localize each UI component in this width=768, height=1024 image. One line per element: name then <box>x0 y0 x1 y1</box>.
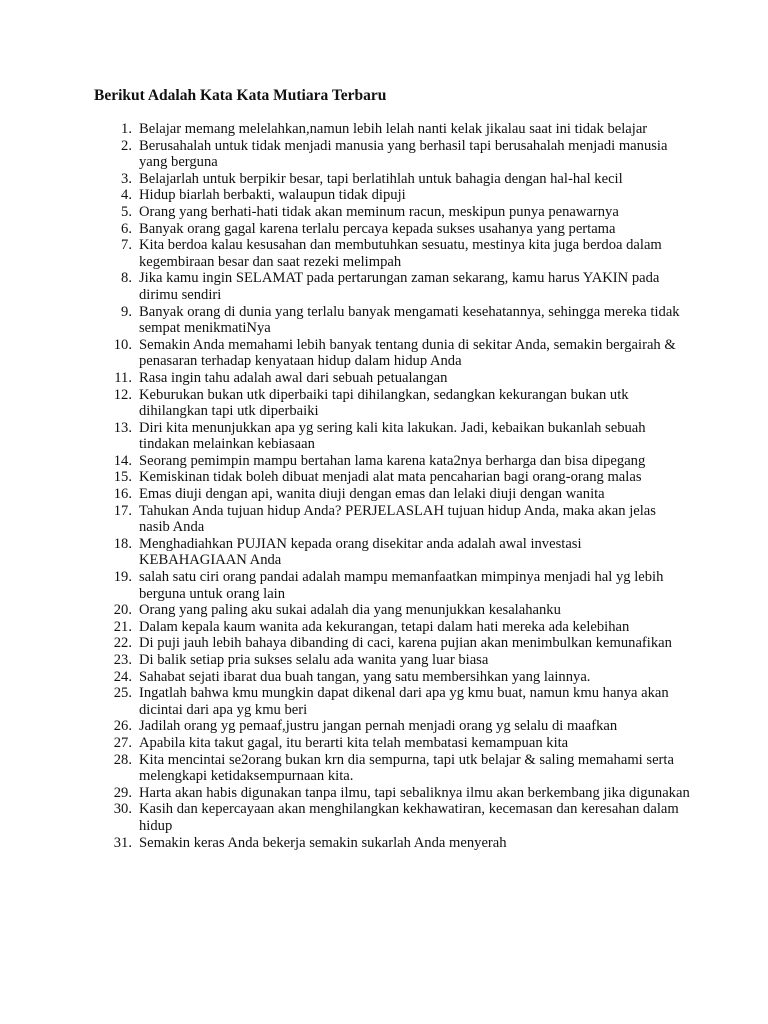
quote-item <box>0 453 690 470</box>
quote-item <box>0 121 690 138</box>
quote-item <box>0 387 690 420</box>
quote-number: 29. <box>113 784 132 801</box>
quote-text: Kita berdoa kalau kesusahan dan membutuhkan sesuatu, mestinya kita juga berdoa dalam kegembiraan besar dan saat rezeki melimpah <box>139 237 662 270</box>
quote-item <box>0 469 690 486</box>
quote-number: 22. <box>113 635 132 652</box>
quote-text: Jadilah orang yg pemaaf,justru jangan pernah menjadi orang yg selalu di maafkan <box>139 718 618 735</box>
quote-number: 2. <box>121 137 132 154</box>
quote-text: Sahabat sejati ibarat dua buah tangan, yang satu membersihkan yang lainnya. <box>139 668 591 685</box>
quote-text: Harta akan habis digunakan tanpa ilmu, tapi sebaliknya ilmu akan berkembang jika digunakan <box>139 784 690 801</box>
quote-text: Rasa ingin tahu adalah awal dari sebuah petualangan <box>139 369 448 386</box>
quote-text: Kasih dan kepercayaan akan menghilangkan kekhawatiran, kecemasan dan keresahan dalam hidup <box>139 801 679 834</box>
quote-item <box>0 685 690 718</box>
quote-text: Banyak orang gagal karena terlalu percaya kepada sukses usahanya yang pertama <box>139 220 616 237</box>
quote-item <box>0 602 690 619</box>
quote-item <box>0 752 690 785</box>
quote-item <box>0 503 690 536</box>
quote-text: Kemiskinan tidak boleh dibuat menjadi alat mata pencaharian bagi orang-orang malas <box>139 469 642 486</box>
quote-number: 6. <box>121 220 132 237</box>
quote-text: salah satu ciri orang pandai adalah mampu memanfaatkan mimpinya menjadi hal yg lebih berguna untuk orang lain <box>139 569 664 602</box>
quote-number: 31. <box>113 834 132 851</box>
quote-number: 16. <box>113 486 132 503</box>
quote-number: 18. <box>113 535 132 552</box>
quote-number: 26. <box>113 718 132 735</box>
quote-number: 21. <box>113 618 132 635</box>
quote-item <box>0 337 690 370</box>
quote-text: Orang yang berhati-hati tidak akan meminum racun, meskipun punya penawarnya <box>139 203 619 220</box>
quote-number: 5. <box>121 203 132 220</box>
quote-number: 1. <box>121 121 132 137</box>
quote-item <box>0 718 690 735</box>
quote-number: 20. <box>113 602 132 619</box>
quote-item <box>0 619 690 636</box>
quote-item <box>0 138 690 171</box>
quote-text: Ingatlah bahwa kmu mungkin dapat dikenal dari apa yg kmu buat, namun kmu hanya akan dicintai dari apa yg kmu beri <box>139 685 669 718</box>
quote-number: 10. <box>113 336 132 353</box>
quote-number: 27. <box>113 734 132 751</box>
quote-number: 4. <box>121 187 132 204</box>
quote-item <box>0 420 690 453</box>
quote-item <box>0 204 690 221</box>
quote-item <box>0 486 690 503</box>
quote-number: 24. <box>113 668 132 685</box>
quote-text: Emas diuji dengan api, wanita diuji dengan emas dan lelaki diuji dengan wanita <box>139 486 605 503</box>
quote-list <box>0 121 690 851</box>
quote-text: Berusahalah untuk tidak menjadi manusia yang berhasil tapi berusahalah menjadi manusia yang berguna <box>139 137 668 171</box>
quote-number: 8. <box>121 270 132 287</box>
quote-number: 23. <box>113 652 132 668</box>
quote-number: 19. <box>113 569 132 586</box>
quote-item <box>0 735 690 752</box>
quote-text: Semakin keras Anda bekerja semakin sukarlah Anda menyerah <box>139 834 507 851</box>
quote-number: 9. <box>121 303 132 320</box>
quote-item <box>0 270 690 303</box>
quote-text: Apabila kita takut gagal, itu berarti kita telah membatasi kemampuan kita <box>139 734 569 751</box>
quote-text: Belajar memang melelahkan,namun lebih lelah nanti kelak jikalau saat ini tidak belajar <box>139 121 648 137</box>
quote-text: Semakin Anda memahami lebih banyak tentang dunia di sekitar Anda, semakin bergairah & penasaran terhadap kenyataan hidup dalam hidup Anda <box>139 336 676 370</box>
quote-item <box>0 304 690 337</box>
quote-item <box>0 635 690 652</box>
quote-number: 3. <box>121 170 132 187</box>
quote-number: 13. <box>113 419 132 436</box>
quote-item <box>0 536 690 569</box>
quote-number: 15. <box>113 469 132 486</box>
quote-number: 28. <box>113 751 132 768</box>
quote-item <box>0 370 690 387</box>
quote-item <box>0 569 690 602</box>
quote-text: Hidup biarlah berbakti, walaupun tidak dipuji <box>139 187 406 204</box>
quote-item <box>0 237 690 270</box>
quote-text: Kita mencintai se2orang bukan krn dia sempurna, tapi utk belajar & saling memahami serta melengkapi ketidaksempurnaan kita. <box>139 751 674 785</box>
quote-text: Diri kita menunjukkan apa yg sering kali kita lakukan. Jadi, kebaikan bukanlah sebuah tindakan melainkan kebiasaan <box>139 419 646 453</box>
quote-text: Orang yang paling aku sukai adalah dia yang menunjukkan kesalahanku <box>139 602 561 619</box>
quote-number: 30. <box>113 801 132 818</box>
quote-item <box>0 785 690 802</box>
quote-text: Di puji jauh lebih bahaya dibanding di caci, karena pujian akan menimbulkan kemunafikan <box>139 635 672 652</box>
quote-text: Dalam kepala kaum wanita ada kekurangan, tetapi dalam hati mereka ada kelebihan <box>139 618 630 635</box>
quote-text: Di balik setiap pria sukses selalu ada wanita yang luar biasa <box>139 652 489 668</box>
quote-text: Banyak orang di dunia yang terlalu banyak mengamati kesehatannya, sehingga mereka tidak sempat menikmatiNya <box>139 303 680 337</box>
quote-text: Keburukan bukan utk diperbaiki tapi dihilangkan, sedangkan kekurangan bukan utk dihilangkan tapi utk diperbaiki <box>139 386 629 420</box>
quote-number: 7. <box>121 237 132 254</box>
quote-item <box>0 669 690 686</box>
quote-item <box>0 801 690 834</box>
quote-text: Menghadiahkan PUJIAN kepada orang disekitar anda adalah awal investasi KEBAHAGIAAN Anda <box>139 535 582 569</box>
quote-number: 12. <box>113 386 132 403</box>
document-title: Berikut Adalah Kata Kata Mutiara Terbaru <box>94 87 387 104</box>
quote-text: Jika kamu ingin SELAMAT pada pertarungan zaman sekarang, kamu harus YAKIN pada dirimu sendiri <box>139 270 660 303</box>
quote-item <box>0 187 690 204</box>
quote-number: 14. <box>113 452 132 469</box>
quote-item <box>0 221 690 238</box>
quote-item <box>0 835 690 852</box>
quote-text: Belajarlah untuk berpikir besar, tapi berlatihlah untuk bahagia dengan hal-hal kecil <box>139 170 623 187</box>
quote-number: 11. <box>114 369 132 386</box>
quote-number: 17. <box>113 502 132 519</box>
quote-text: Seorang pemimpin mampu bertahan lama karena kata2nya berharga dan bisa dipegang <box>139 452 646 469</box>
quote-item <box>0 652 690 669</box>
quote-number: 25. <box>113 685 132 702</box>
quote-item <box>0 171 690 188</box>
quote-text: Tahukan Anda tujuan hidup Anda? PERJELASLAH tujuan hidup Anda, maka akan jelas nasib Anda <box>139 502 656 536</box>
